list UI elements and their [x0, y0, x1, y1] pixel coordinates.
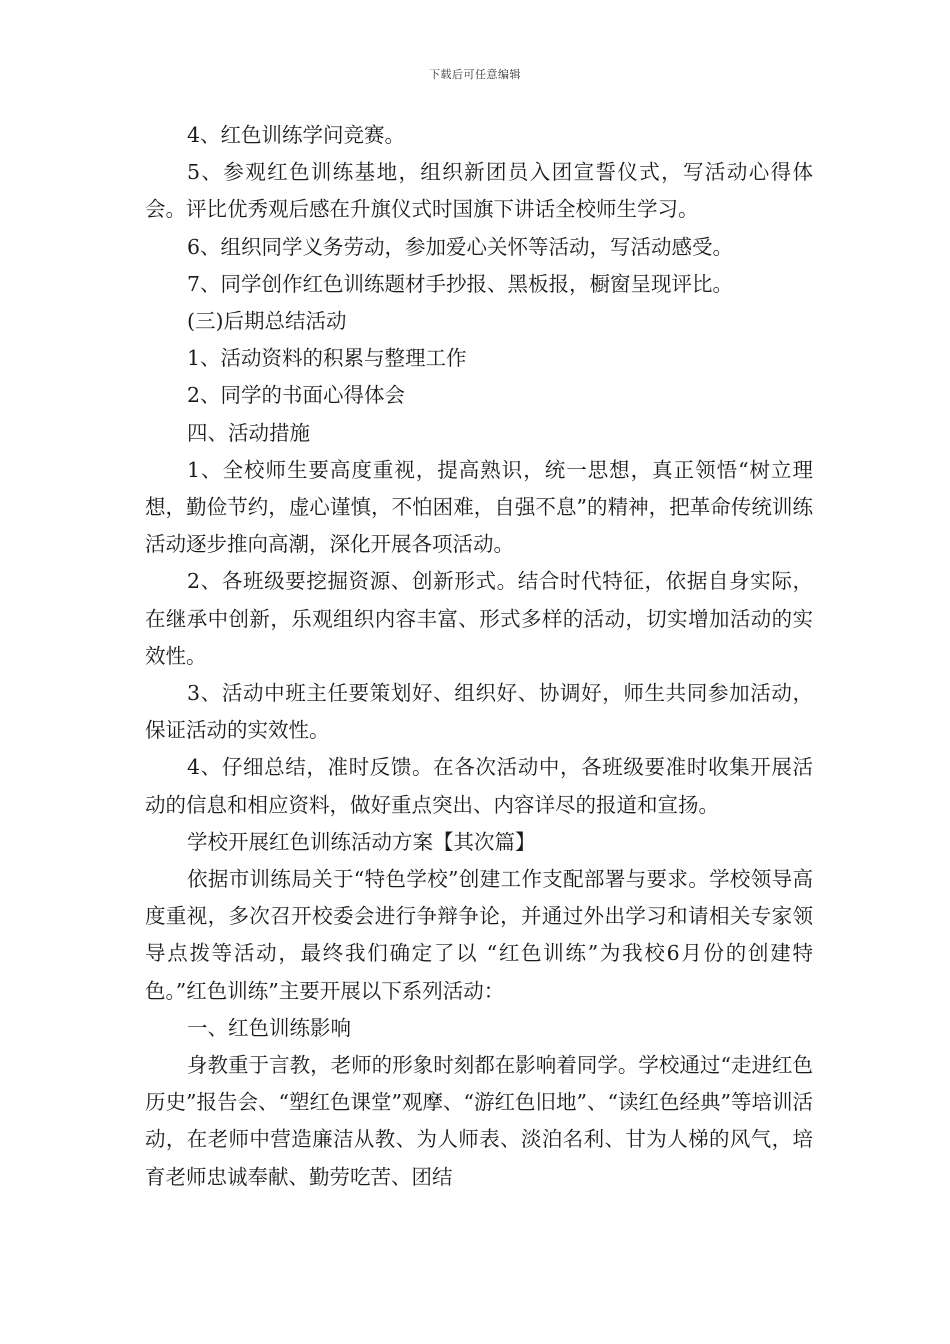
list-item-2-written-reflections: 2、同学的书面心得体会: [187, 383, 406, 408]
document-body: [145, 117, 813, 1196]
influence-paragraph: 身教重于言教，老师的形象时刻都在影响着同学。学校通过“走进红色历史”报告会、“塑红色课堂”观摩、“游红色旧地”、“读红色经典”等培训活动，在老师中营造廉洁从教、为人师表、淡泊名利、甘为人梯的风气，培育老师忠诚奉献、勤劳吃苦、团结: [145, 1053, 813, 1189]
second-plan-title: 学校开展红色训练活动方案【其次篇】: [187, 829, 536, 854]
section-heading-summary-activities: (三)后期总结活动: [187, 309, 347, 334]
list-item-1-materials: 1、活动资料的积累与整理工作: [187, 346, 467, 371]
page-header: 下载后可任意编辑: [429, 68, 521, 81]
list-item-5-visit-base: 5、参观红色训练基地，组织新团员入团宣誓仪式，写活动心得体会。评比优秀观后感在升旗仪式时国旗下讲话全校师生学习。: [145, 160, 813, 222]
measure-item-3: 3、活动中班主任要策划好、组织好、协调好，师生共同参加活动，保证活动的实效性。: [145, 681, 813, 743]
measure-item-2: 2、各班级要挖掘资源、创新形式。结合时代特征，依据自身实际，在继承中创新，乐观组织内容丰富、形式多样的活动，切实增加活动的实效性。: [145, 569, 813, 668]
section-heading-measures: 四、活动措施: [187, 420, 310, 445]
list-item-6-volunteer-labor: 6、组织同学义务劳动，参加爱心关怀等活动，写活动感受。: [187, 234, 734, 259]
list-item-4-knowledge-contest: 4、红色训练学问竞赛。: [187, 123, 406, 147]
second-plan-intro: 依据市训练局关于“特色学校”创建工作支配部署与要求。学校领导高度重视，多次召开校委会进行争辩争论，并通过外出学习和请相关专家领导点拨等活动，最终我们确定了以 “红色训练”为我校6月份的创建特色。”红色训练”主要开展以下系列活动：: [145, 867, 813, 1003]
section-heading-influence: 一、红色训练影响: [187, 1015, 351, 1040]
list-item-7-handwritten-newspaper: 7、同学创作红色训练题材手抄报、黑板报，橱窗呈现评比。: [187, 271, 734, 296]
measure-item-4: 4、仔细总结，准时反馈。在各次活动中，各班级要准时收集开展活动的信息和相应资料，做好重点突出、内容详尽的报道和宣扬。: [145, 755, 813, 817]
measure-item-1: 1、全校师生要高度重视，提高熟识，统一思想，真正领悟“树立理想，勤俭节约，虚心谨慎，不怕困难，自强不息”的精神，把革命传统训练活动逐步推向高潮，深化开展各项活动。: [145, 457, 813, 557]
